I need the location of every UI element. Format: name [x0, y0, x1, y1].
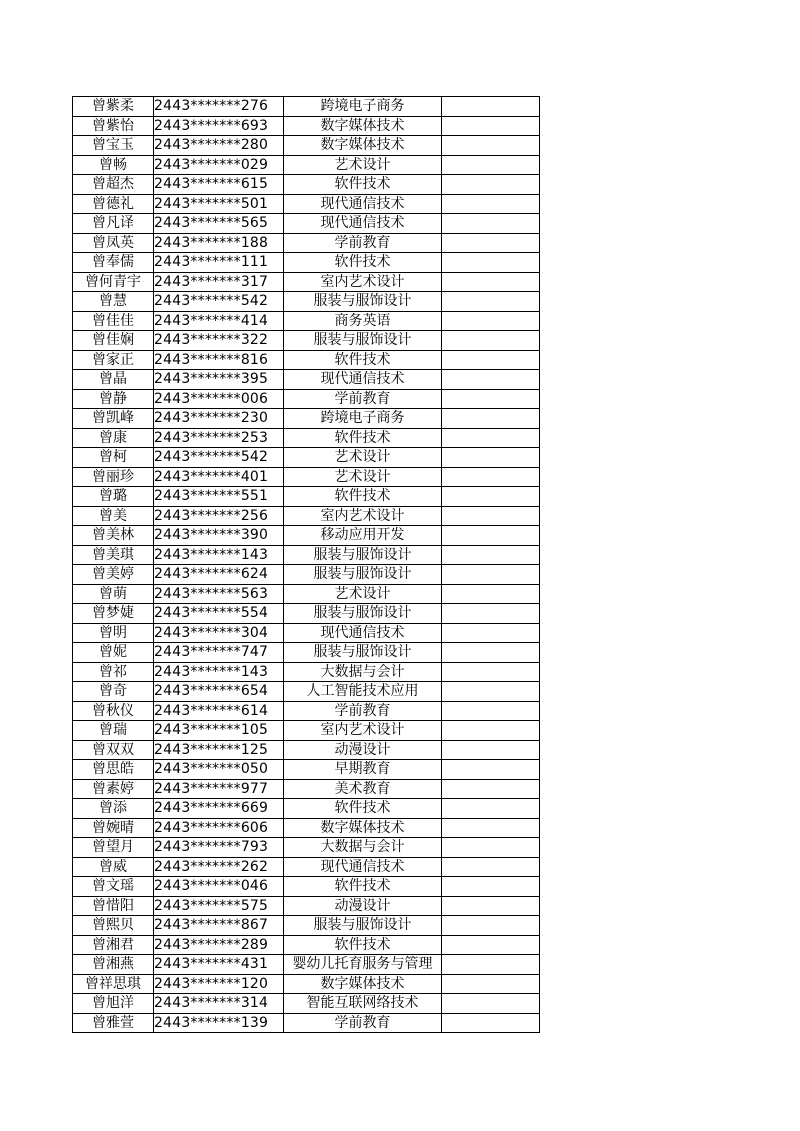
student-id-cell: 2443*******654	[154, 682, 284, 702]
blank-cell	[442, 350, 540, 370]
table-row	[73, 740, 540, 760]
table-row	[73, 974, 540, 994]
table-row	[73, 955, 540, 975]
table-row	[73, 935, 540, 955]
table-row	[73, 526, 540, 546]
student-id-cell: 2443*******314	[154, 994, 284, 1014]
table-row	[73, 721, 540, 741]
student-name-cell: 曾慧	[73, 292, 154, 312]
table-row	[73, 97, 540, 117]
student-id-cell: 2443*******565	[154, 214, 284, 234]
table-row	[73, 487, 540, 507]
student-name-cell: 曾康	[73, 428, 154, 448]
table-row	[73, 272, 540, 292]
student-name-cell: 曾美	[73, 506, 154, 526]
blank-cell	[442, 97, 540, 117]
blank-cell	[442, 370, 540, 390]
blank-cell	[442, 935, 540, 955]
blank-cell	[442, 994, 540, 1014]
student-id-cell: 2443*******253	[154, 428, 284, 448]
blank-cell	[442, 740, 540, 760]
student-name-cell: 曾丽珍	[73, 467, 154, 487]
blank-cell	[442, 916, 540, 936]
table-row	[73, 838, 540, 858]
student-name-cell: 曾美琪	[73, 545, 154, 565]
blank-cell	[442, 155, 540, 175]
major-cell: 服装与服饰设计	[284, 916, 442, 936]
student-id-cell: 2443*******395	[154, 370, 284, 390]
blank-cell	[442, 448, 540, 468]
blank-cell	[442, 487, 540, 507]
student-id-cell: 2443*******614	[154, 701, 284, 721]
student-id-cell: 2443*******554	[154, 604, 284, 624]
major-cell: 数字媒体技术	[284, 136, 442, 156]
blank-cell	[442, 175, 540, 195]
major-cell: 室内艺术设计	[284, 272, 442, 292]
student-id-cell: 2443*******256	[154, 506, 284, 526]
blank-cell	[442, 565, 540, 585]
student-name-cell: 曾凯峰	[73, 409, 154, 429]
blank-cell	[442, 818, 540, 838]
blank-cell	[442, 194, 540, 214]
student-name-cell: 曾美林	[73, 526, 154, 546]
student-id-cell: 2443*******401	[154, 467, 284, 487]
table-row	[73, 448, 540, 468]
blank-cell	[442, 604, 540, 624]
student-name-cell: 曾佳娴	[73, 331, 154, 351]
blank-cell	[442, 584, 540, 604]
major-cell: 现代通信技术	[284, 370, 442, 390]
blank-cell	[442, 896, 540, 916]
blank-cell	[442, 409, 540, 429]
student-id-cell: 2443*******280	[154, 136, 284, 156]
table-row	[73, 896, 540, 916]
student-name-cell: 曾妮	[73, 643, 154, 663]
blank-cell	[442, 721, 540, 741]
major-cell: 艺术设计	[284, 467, 442, 487]
blank-cell	[442, 214, 540, 234]
major-cell: 现代通信技术	[284, 194, 442, 214]
major-cell: 智能互联网络技术	[284, 994, 442, 1014]
student-name-cell: 曾婉晴	[73, 818, 154, 838]
table-row	[73, 155, 540, 175]
student-id-cell: 2443*******304	[154, 623, 284, 643]
table-row	[73, 136, 540, 156]
table-row	[73, 194, 540, 214]
blank-cell	[442, 838, 540, 858]
major-cell: 大数据与会计	[284, 838, 442, 858]
major-cell: 服装与服饰设计	[284, 604, 442, 624]
student-name-cell: 曾美婷	[73, 565, 154, 585]
student-id-cell: 2443*******143	[154, 545, 284, 565]
table-row	[73, 428, 540, 448]
student-id-cell: 2443*******615	[154, 175, 284, 195]
student-id-cell: 2443*******006	[154, 389, 284, 409]
major-cell: 现代通信技术	[284, 857, 442, 877]
student-name-cell: 曾熙贝	[73, 916, 154, 936]
major-cell: 服装与服饰设计	[284, 331, 442, 351]
student-id-cell: 2443*******188	[154, 233, 284, 253]
student-id-cell: 2443*******276	[154, 97, 284, 117]
student-id-cell: 2443*******029	[154, 155, 284, 175]
major-cell: 学前教育	[284, 701, 442, 721]
major-cell: 移动应用开发	[284, 526, 442, 546]
student-name-cell: 曾祁	[73, 662, 154, 682]
table-row	[73, 409, 540, 429]
student-name-cell: 曾紫柔	[73, 97, 154, 117]
student-id-cell: 2443*******606	[154, 818, 284, 838]
major-cell: 软件技术	[284, 350, 442, 370]
table-row	[73, 370, 540, 390]
major-cell: 服装与服饰设计	[284, 545, 442, 565]
student-name-cell: 曾湘燕	[73, 955, 154, 975]
student-name-cell: 曾奉儒	[73, 253, 154, 273]
student-name-cell: 曾明	[73, 623, 154, 643]
student-id-cell: 2443*******563	[154, 584, 284, 604]
major-cell: 数字媒体技术	[284, 818, 442, 838]
major-cell: 软件技术	[284, 799, 442, 819]
student-id-cell: 2443*******793	[154, 838, 284, 858]
student-name-cell: 曾添	[73, 799, 154, 819]
student-name-cell: 曾紫怡	[73, 116, 154, 136]
student-name-cell: 曾望月	[73, 838, 154, 858]
student-name-cell: 曾家正	[73, 350, 154, 370]
major-cell: 婴幼儿托育服务与管理	[284, 955, 442, 975]
blank-cell	[442, 428, 540, 448]
student-name-cell: 曾威	[73, 857, 154, 877]
blank-cell	[442, 116, 540, 136]
student-id-cell: 2443*******867	[154, 916, 284, 936]
student-id-cell: 2443*******551	[154, 487, 284, 507]
student-id-cell: 2443*******624	[154, 565, 284, 585]
blank-cell	[442, 506, 540, 526]
major-cell: 艺术设计	[284, 584, 442, 604]
student-name-cell: 曾奇	[73, 682, 154, 702]
blank-cell	[442, 467, 540, 487]
major-cell: 室内艺术设计	[284, 506, 442, 526]
major-cell: 人工智能技术应用	[284, 682, 442, 702]
major-cell: 软件技术	[284, 935, 442, 955]
major-cell: 软件技术	[284, 428, 442, 448]
student-name-cell: 曾瑞	[73, 721, 154, 741]
blank-cell	[442, 233, 540, 253]
table-row	[73, 253, 540, 273]
table-row	[73, 506, 540, 526]
table-row	[73, 682, 540, 702]
blank-cell	[442, 662, 540, 682]
student-name-cell: 曾凤英	[73, 233, 154, 253]
major-cell: 动漫设计	[284, 896, 442, 916]
blank-cell	[442, 292, 540, 312]
table-row	[73, 643, 540, 663]
major-cell: 数字媒体技术	[284, 974, 442, 994]
student-name-cell: 曾萌	[73, 584, 154, 604]
table-row	[73, 292, 540, 312]
table-row	[73, 662, 540, 682]
student-name-cell: 曾凡译	[73, 214, 154, 234]
major-cell: 现代通信技术	[284, 214, 442, 234]
blank-cell	[442, 526, 540, 546]
table-row	[73, 994, 540, 1014]
student-id-cell: 2443*******289	[154, 935, 284, 955]
blank-cell	[442, 643, 540, 663]
major-cell: 艺术设计	[284, 448, 442, 468]
major-cell: 室内艺术设计	[284, 721, 442, 741]
blank-cell	[442, 253, 540, 273]
table-row	[73, 916, 540, 936]
table-row	[73, 233, 540, 253]
table-row	[73, 604, 540, 624]
major-cell: 早期教育	[284, 760, 442, 780]
major-cell: 艺术设计	[284, 155, 442, 175]
major-cell: 学前教育	[284, 1013, 442, 1033]
student-id-cell: 2443*******046	[154, 877, 284, 897]
table-row	[73, 1013, 540, 1033]
major-cell: 服装与服饰设计	[284, 643, 442, 663]
student-id-cell: 2443*******693	[154, 116, 284, 136]
major-cell: 数字媒体技术	[284, 116, 442, 136]
student-name-cell: 曾湘君	[73, 935, 154, 955]
table-row	[73, 623, 540, 643]
table-row	[73, 760, 540, 780]
student-name-cell: 曾祥思琪	[73, 974, 154, 994]
student-name-cell: 曾秋仪	[73, 701, 154, 721]
table-row	[73, 818, 540, 838]
major-cell: 服装与服饰设计	[284, 292, 442, 312]
student-name-cell: 曾德礼	[73, 194, 154, 214]
student-name-cell: 曾何青宇	[73, 272, 154, 292]
student-name-cell: 曾宝玉	[73, 136, 154, 156]
student-id-cell: 2443*******977	[154, 779, 284, 799]
student-id-cell: 2443*******575	[154, 896, 284, 916]
table-row	[73, 877, 540, 897]
student-name-cell: 曾惜阳	[73, 896, 154, 916]
student-id-cell: 2443*******669	[154, 799, 284, 819]
blank-cell	[442, 136, 540, 156]
major-cell: 跨境电子商务	[284, 409, 442, 429]
major-cell: 学前教育	[284, 233, 442, 253]
table-row	[73, 311, 540, 331]
blank-cell	[442, 311, 540, 331]
major-cell: 软件技术	[284, 877, 442, 897]
table-row	[73, 584, 540, 604]
student-id-cell: 2443*******317	[154, 272, 284, 292]
roster-table	[72, 96, 540, 1033]
blank-cell	[442, 877, 540, 897]
table-row	[73, 175, 540, 195]
blank-cell	[442, 760, 540, 780]
major-cell: 跨境电子商务	[284, 97, 442, 117]
student-name-cell: 曾双双	[73, 740, 154, 760]
student-id-cell: 2443*******120	[154, 974, 284, 994]
table-row	[73, 857, 540, 877]
major-cell: 商务英语	[284, 311, 442, 331]
student-name-cell: 曾超杰	[73, 175, 154, 195]
student-id-cell: 2443*******139	[154, 1013, 284, 1033]
major-cell: 大数据与会计	[284, 662, 442, 682]
table-row	[73, 779, 540, 799]
student-id-cell: 2443*******501	[154, 194, 284, 214]
table-row	[73, 467, 540, 487]
student-id-cell: 2443*******262	[154, 857, 284, 877]
blank-cell	[442, 955, 540, 975]
student-id-cell: 2443*******542	[154, 292, 284, 312]
table-row	[73, 116, 540, 136]
table-row	[73, 545, 540, 565]
student-id-cell: 2443*******230	[154, 409, 284, 429]
blank-cell	[442, 272, 540, 292]
table-row	[73, 389, 540, 409]
table-row	[73, 799, 540, 819]
student-name-cell: 曾旭洋	[73, 994, 154, 1014]
blank-cell	[442, 623, 540, 643]
blank-cell	[442, 682, 540, 702]
student-name-cell: 曾畅	[73, 155, 154, 175]
student-id-cell: 2443*******050	[154, 760, 284, 780]
major-cell: 软件技术	[284, 175, 442, 195]
blank-cell	[442, 857, 540, 877]
roster-table-body	[73, 97, 540, 1033]
student-id-cell: 2443*******105	[154, 721, 284, 741]
student-name-cell: 曾璐	[73, 487, 154, 507]
student-name-cell: 曾思皓	[73, 760, 154, 780]
student-id-cell: 2443*******816	[154, 350, 284, 370]
student-id-cell: 2443*******431	[154, 955, 284, 975]
student-id-cell: 2443*******322	[154, 331, 284, 351]
major-cell: 动漫设计	[284, 740, 442, 760]
student-id-cell: 2443*******390	[154, 526, 284, 546]
major-cell: 软件技术	[284, 487, 442, 507]
table-row	[73, 565, 540, 585]
student-name-cell: 曾晶	[73, 370, 154, 390]
table-row	[73, 214, 540, 234]
blank-cell	[442, 779, 540, 799]
table-row	[73, 701, 540, 721]
major-cell: 软件技术	[284, 253, 442, 273]
student-name-cell: 曾静	[73, 389, 154, 409]
student-id-cell: 2443*******747	[154, 643, 284, 663]
student-name-cell: 曾梦婕	[73, 604, 154, 624]
student-id-cell: 2443*******143	[154, 662, 284, 682]
blank-cell	[442, 974, 540, 994]
blank-cell	[442, 389, 540, 409]
student-id-cell: 2443*******414	[154, 311, 284, 331]
student-id-cell: 2443*******125	[154, 740, 284, 760]
blank-cell	[442, 545, 540, 565]
blank-cell	[442, 701, 540, 721]
table-row	[73, 350, 540, 370]
student-id-cell: 2443*******111	[154, 253, 284, 273]
blank-cell	[442, 799, 540, 819]
major-cell: 现代通信技术	[284, 623, 442, 643]
blank-cell	[442, 331, 540, 351]
student-name-cell: 曾素婷	[73, 779, 154, 799]
student-name-cell: 曾文瑶	[73, 877, 154, 897]
major-cell: 服装与服饰设计	[284, 565, 442, 585]
major-cell: 美术教育	[284, 779, 442, 799]
blank-cell	[442, 1013, 540, 1033]
student-name-cell: 曾佳佳	[73, 311, 154, 331]
table-row	[73, 331, 540, 351]
student-name-cell: 曾柯	[73, 448, 154, 468]
student-name-cell: 曾雅萱	[73, 1013, 154, 1033]
student-id-cell: 2443*******542	[154, 448, 284, 468]
major-cell: 学前教育	[284, 389, 442, 409]
